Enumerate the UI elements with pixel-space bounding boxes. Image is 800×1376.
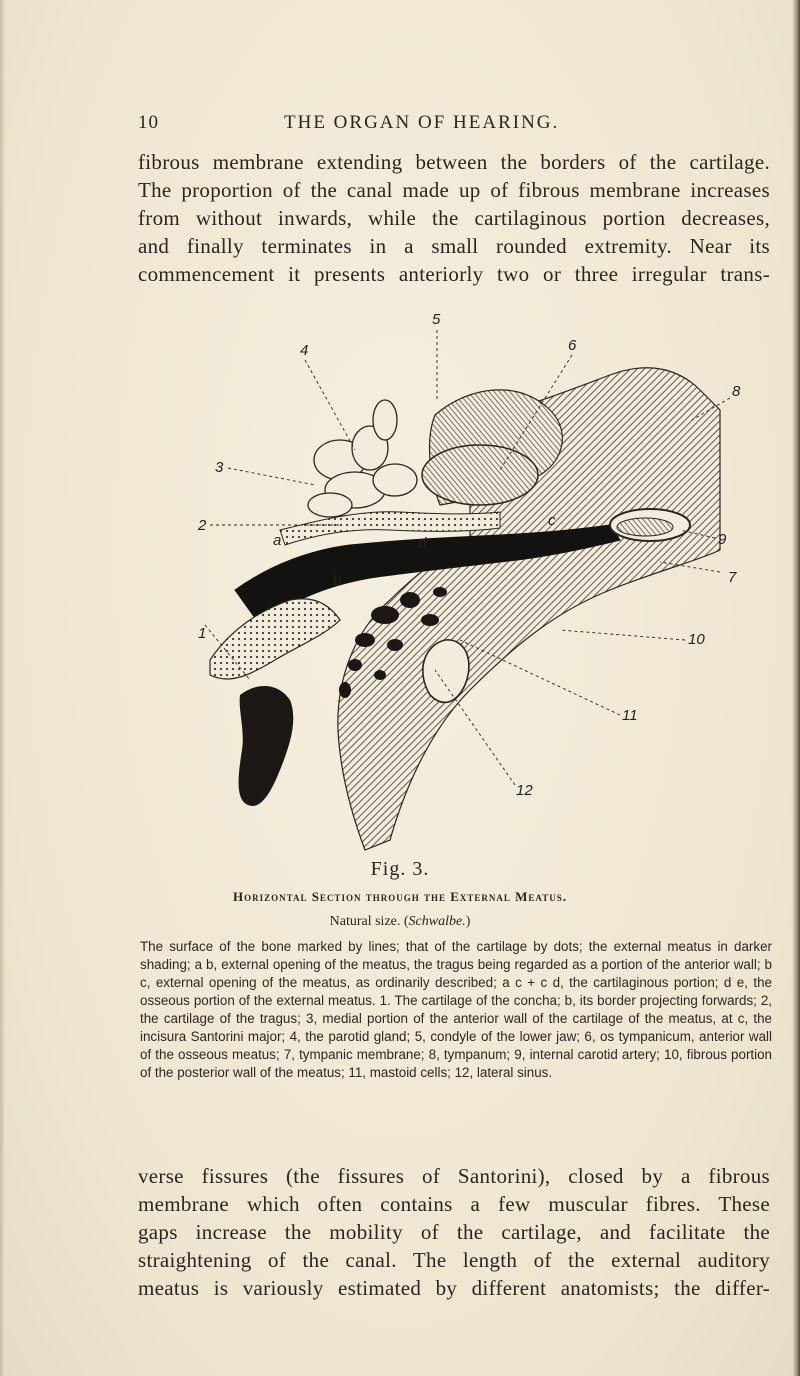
figure-subtitle xyxy=(0,914,800,930)
bottom-paragraph xyxy=(138,1162,770,1302)
figure-label-4: 4 xyxy=(300,342,309,359)
figure-label-8: 8 xyxy=(732,383,741,400)
paragraph-line: membrane which often contains a few muscular fibres. These xyxy=(138,1192,770,1216)
figure-label-7: 7 xyxy=(728,569,737,586)
paragraph-line: meatus is variously estimated by different anatomists; the differ- xyxy=(138,1276,770,1300)
concha-cartilage-shape xyxy=(210,599,340,679)
condyle-shape xyxy=(422,445,538,505)
figure-label-d: d xyxy=(418,535,427,552)
figure-label-6: 6 xyxy=(568,337,577,354)
paragraph-line: The proportion of the canal made up of fibrous membrane increases xyxy=(138,178,770,202)
page-right-edge xyxy=(792,0,800,1376)
running-head-title: THE ORGAN OF HEARING. xyxy=(284,112,560,133)
paragraph-line: fibrous membrane extending between the borders of the cartilage. xyxy=(138,150,770,174)
figure-label-10: 10 xyxy=(688,631,705,648)
paragraph-line: commencement it presents anteriorly two or three irregular trans- xyxy=(138,262,770,286)
figure-label-1: 1 xyxy=(198,625,207,642)
figure-caption: The surface of the bone marked by lines; that of the cartilage by dots; the external meatus in darker shading; a b, external opening of the meatus, the tragus being regarded as a portion of the anterior wall; b c, external opening of the meatus, as ordinarily described; a c + c d, the cartilaginous portion; d e, the osseous portion of the external meatus. 1. The cartilage of the concha; b, its border projecting forwards; 2, the cartilage of the tragus; 3, medial portion of the anterior wall of the cartilage of the meatus, at c, the incisura Santorini major; 4, the parotid gland; 5, condyle of the lower jaw; 6, os tympanicum, anterior wall of the osseous meatus; 7, tympanic membrane; 8, tympanum; 9, internal carotid artery; 10, fibrous portion of the posterior wall of the meatus; 11, mastoid cells; 12, lateral sinus. xyxy=(140,939,772,1080)
paragraph-line: straightening of the canal. The length of the external auditory xyxy=(138,1248,770,1272)
page-gutter-shadow xyxy=(0,0,6,1376)
figure-label-a: a xyxy=(273,532,282,549)
figure-subtitle-prefix: Natural size. ( xyxy=(329,914,409,929)
figure-label-9: 9 xyxy=(718,531,727,548)
anatomical-figure xyxy=(140,300,780,860)
figure-number: Fig. 3. xyxy=(370,858,430,880)
figure-label-5: 5 xyxy=(432,311,441,328)
paragraph-line: verse fissures (the fissures of Santorini), closed by a fibrous xyxy=(138,1164,770,1188)
paragraph-line: and finally terminates in a small rounded extremity. Near its xyxy=(138,234,770,258)
figure-subtitle-suffix: ) xyxy=(465,914,471,929)
running-head xyxy=(138,112,798,142)
top-paragraph xyxy=(138,148,770,288)
figure-label-11: 11 xyxy=(622,707,638,724)
paragraph-line: from without inwards, while the cartilaginous portion decreases, xyxy=(138,206,770,230)
figure-label-c: c xyxy=(548,512,556,529)
carotid-artery-oval xyxy=(617,518,673,536)
page-number: 10 xyxy=(138,112,159,133)
figure-label-3: 3 xyxy=(215,459,224,476)
figure-label-12: 12 xyxy=(516,782,533,799)
figure-subtitle-author: Schwalbe. xyxy=(408,914,466,929)
figure-label-2: 2 xyxy=(198,517,207,534)
parotid-gland-shape xyxy=(308,400,417,517)
paragraph-line: gaps increase the mobility of the cartilage, and facilitate the xyxy=(138,1220,770,1244)
figure-label-b: b xyxy=(333,572,342,589)
figure-title: Horizontal Section through the External Meatus. xyxy=(233,889,567,904)
ear-lobe-dark-shape xyxy=(239,686,294,806)
